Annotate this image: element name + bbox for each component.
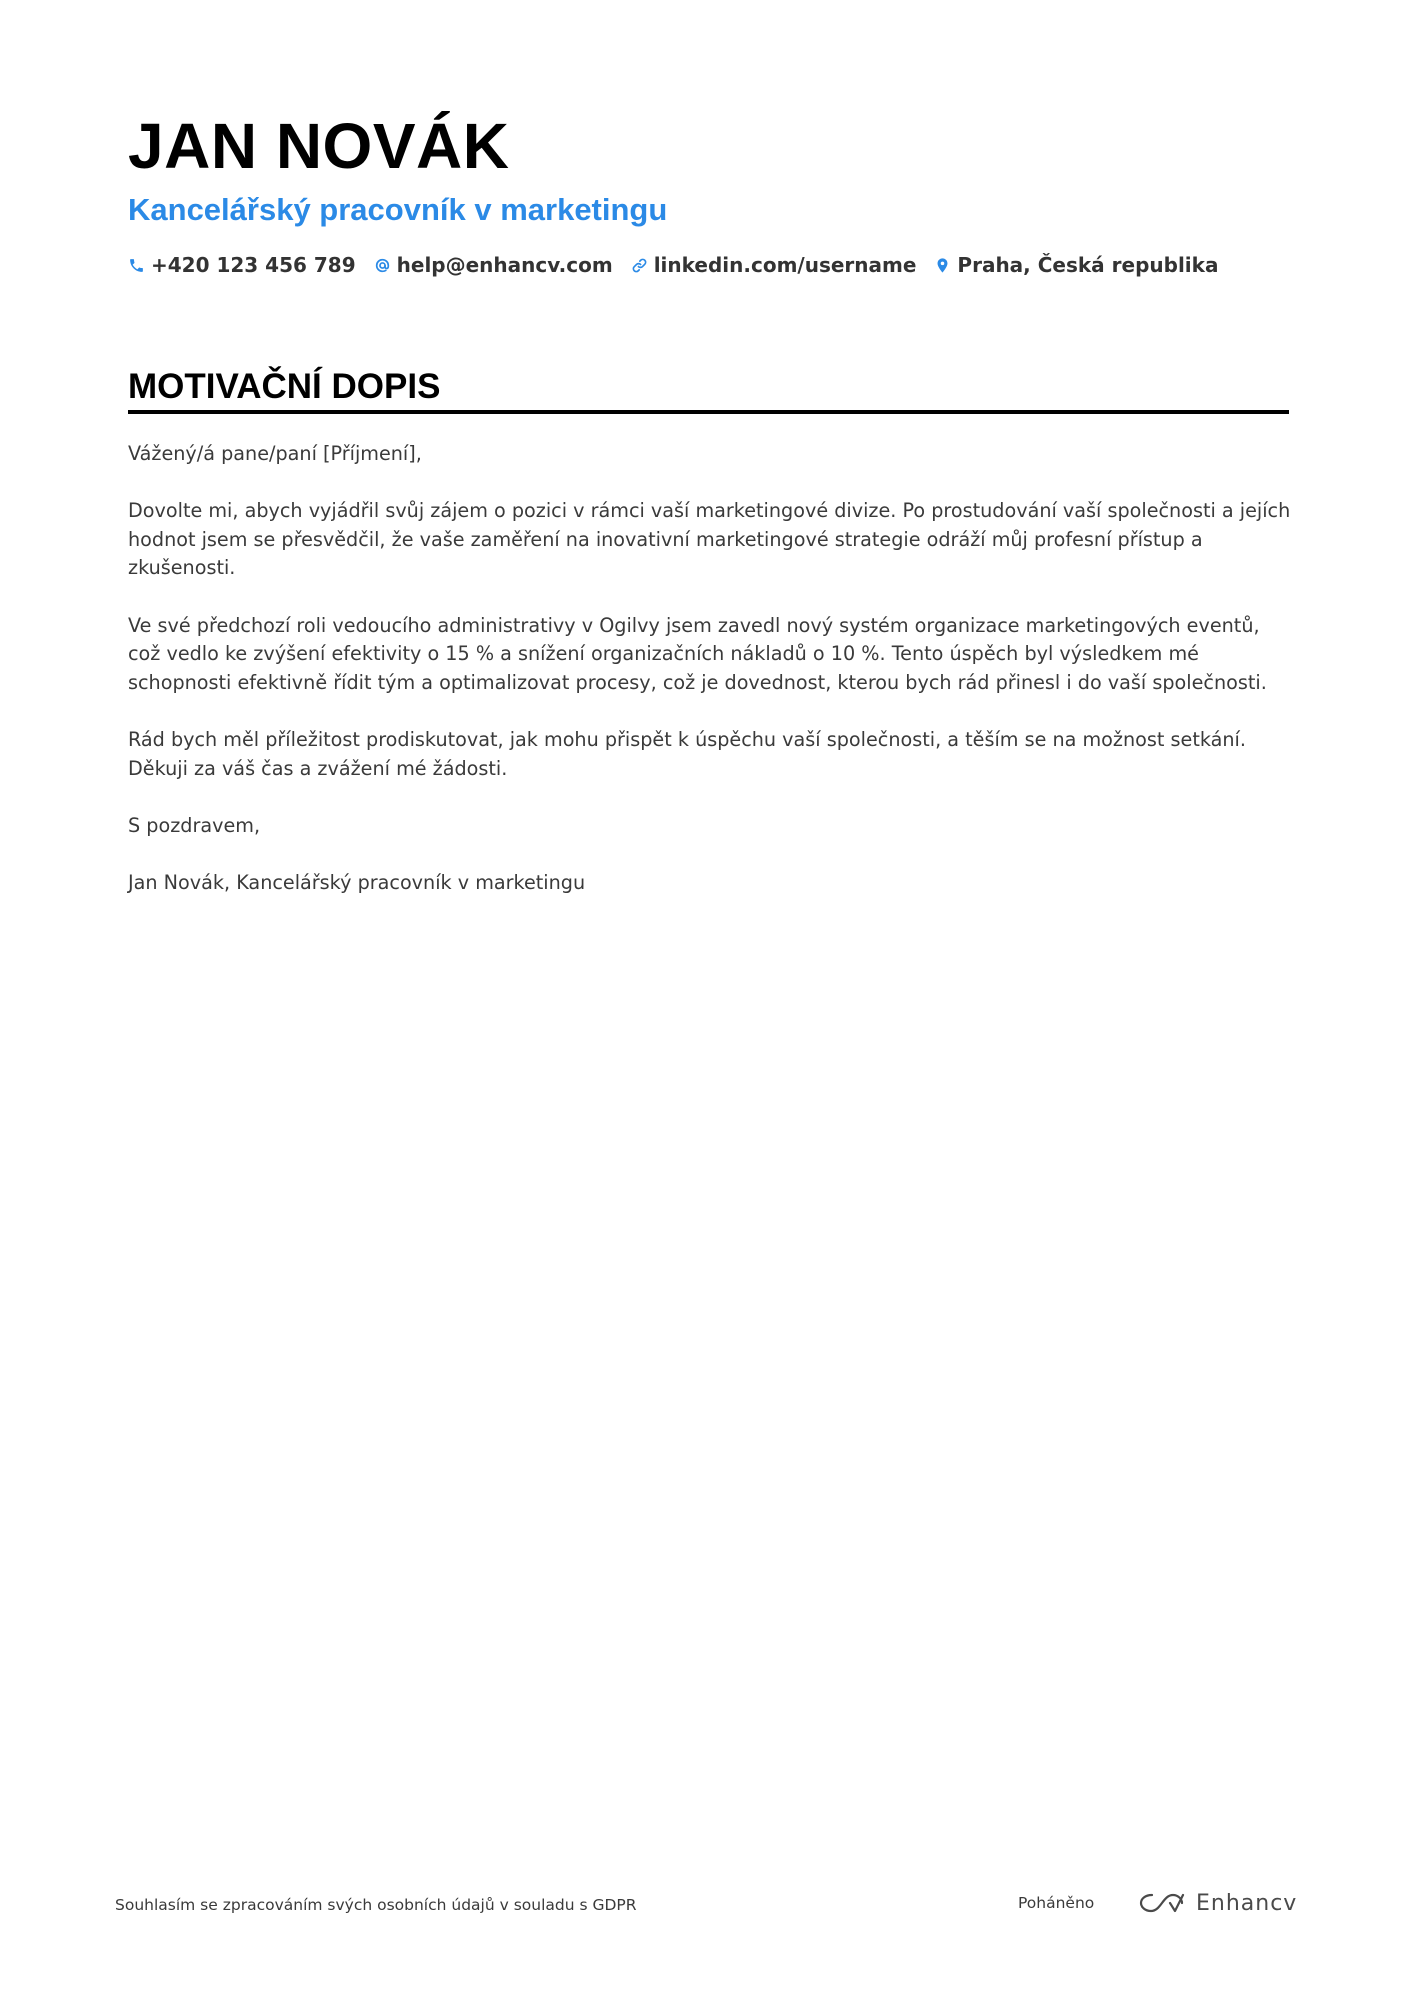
contact-email[interactable] bbox=[374, 253, 613, 277]
powered-by-label: Poháněno bbox=[1018, 1894, 1095, 1912]
email-text: help@enhancv.com bbox=[396, 253, 613, 277]
contact-bar bbox=[128, 253, 1236, 277]
enhancv-brand-link[interactable] bbox=[1138, 1890, 1297, 1916]
enhancv-logo-icon bbox=[1138, 1890, 1186, 1916]
letter-greeting: Vážený/á pane/paní [Příjmení], bbox=[128, 442, 422, 465]
contact-linkedin[interactable] bbox=[631, 253, 917, 277]
letter-closing: S pozdravem, bbox=[128, 813, 261, 837]
applicant-name: JAN NOVÁK bbox=[128, 110, 510, 182]
contact-phone[interactable] bbox=[128, 253, 356, 277]
letter-paragraph: Rád bych měl příležitost prodiskutovat, jak mohu přispět k úspěchu vaší společnosti, a těším se na možnost setkání. Děkuji za váš čas a zvážení mé žádosti. bbox=[128, 727, 1246, 780]
letter-signature: Jan Novák, Kancelářský pracovník v marketingu bbox=[128, 870, 586, 894]
section-divider bbox=[128, 410, 1289, 414]
location-text: Praha, Česká republika bbox=[957, 253, 1219, 277]
phone-icon bbox=[128, 257, 145, 274]
letter-paragraph: Ve své předchozí roli vedoucího administrativy v Ogilvy jsem zavedl nový systém organizace marketingových eventů, což vedlo ke zvýšení efektivity o 15 % a snížení organizačních nákladů o 10 %. Tento úspěch byl výsledkem mé schopnosti efektivně řídit tým a optimalizovat procesy, což je dovednost, kterou bych rád přinesl i do vaší společnosti. bbox=[128, 613, 1267, 694]
gdpr-consent-text: Souhlasím se zpracováním svých osobních údajů v souladu s GDPR bbox=[115, 1896, 637, 1914]
linkedin-text: linkedin.com/username bbox=[653, 253, 917, 277]
at-icon bbox=[374, 257, 391, 274]
brand-name: Enhancv bbox=[1196, 1890, 1298, 1916]
section-title: MOTIVAČNÍ DOPIS bbox=[128, 367, 441, 406]
location-pin-icon bbox=[934, 257, 951, 274]
phone-text: +420 123 456 789 bbox=[151, 253, 356, 277]
job-title: Kancelářský pracovník v marketingu bbox=[128, 192, 668, 227]
letter-body bbox=[128, 440, 1291, 926]
link-icon bbox=[631, 257, 648, 274]
letter-paragraph: Dovolte mi, abych vyjádřil svůj zájem o pozici v rámci vaší marketingové divize. Po prostudování vaší společnosti a jejích hodnot jsem se přesvědčil, že vaše zaměření na inovativní marketingové strategie odráží můj profesní přístup a zkušenosti. bbox=[128, 499, 1291, 580]
contact-location bbox=[934, 253, 1218, 277]
